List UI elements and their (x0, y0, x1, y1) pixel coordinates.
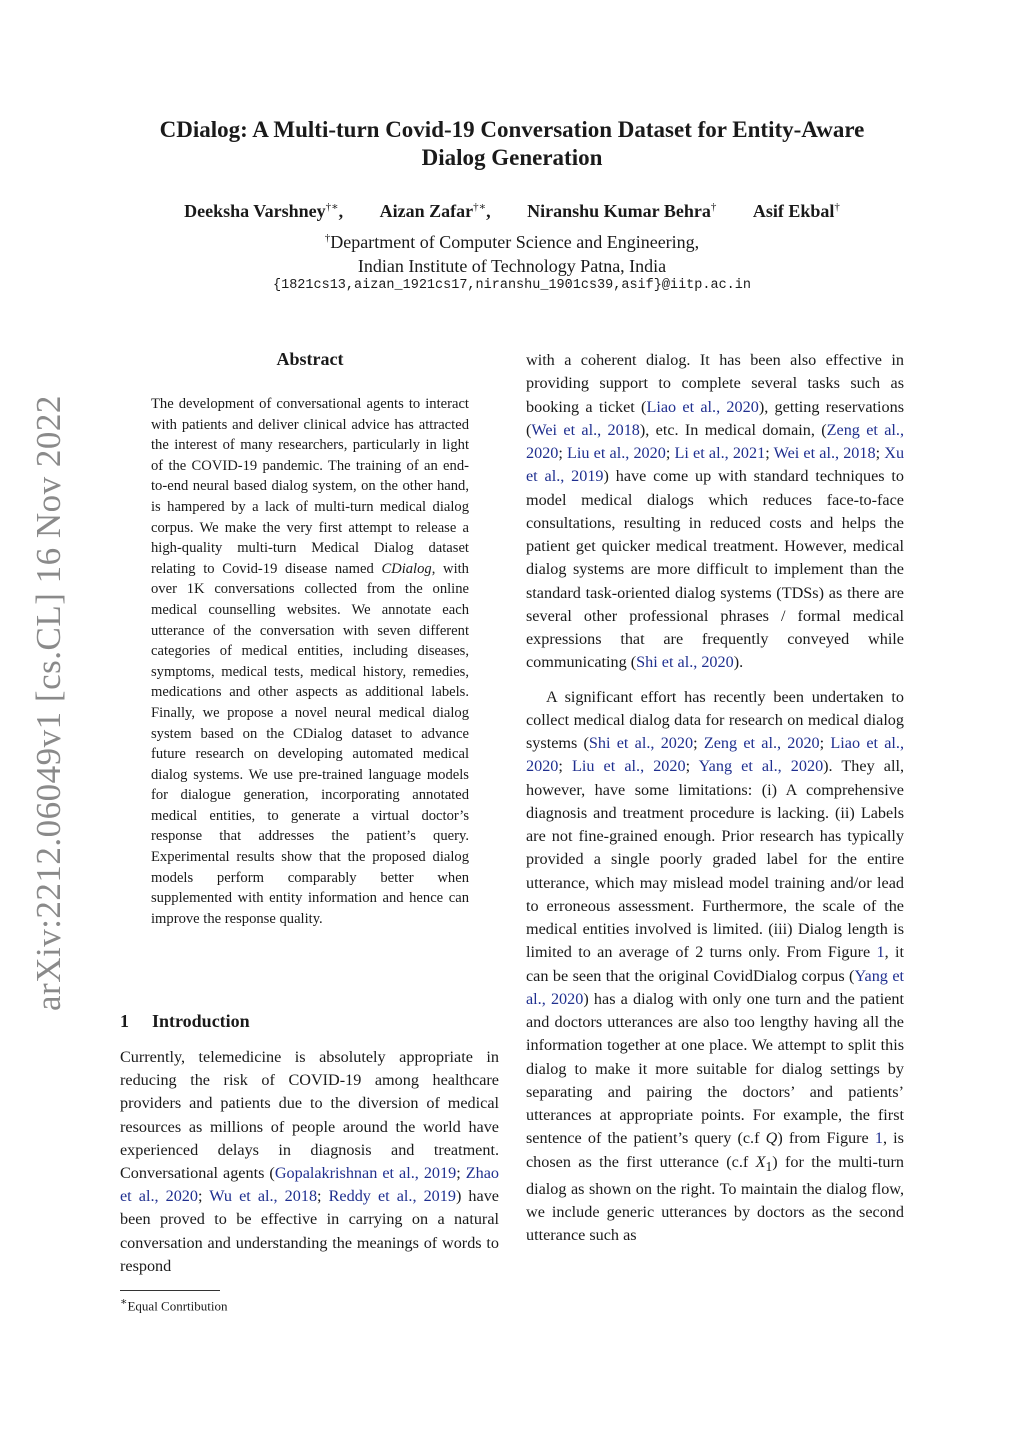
citation-link[interactable]: Zeng et al., 2020 (703, 734, 820, 752)
math-symbol: X (755, 1152, 766, 1171)
author: Asif Ekbal† (752, 201, 840, 221)
arxiv-stamp: arXiv:2212.06049v1 [cs.CL] 16 Nov 2022 (29, 395, 68, 1011)
paragraph: with a coherent dialog. It has been also effective in providing support to complete several tasks such as booking a ticket (Liao et al., 2020), getting reservations (Wei et al., 2018), etc. In medical domain, (Zeng et al., 2020; Liu et al., 2020; Li et al., 2021; Wei et al., 2018; Xu et al., 2019) have come up with standard techniques to model medical dialogs which reduces face-to-face consultations, resulting in reduced costs and helps the patient get quicker medical treatment. However, medical dialog systems are more difficult to implement than the standard task-oriented dialog systems (TDSs) as there are several other professional phrases / formal medical expressions that are frequently conveyed while communicating (Shi et al., 2020). (526, 351, 905, 672)
citation-link[interactable]: Shi et al., 2020 (636, 653, 734, 672)
citation-link[interactable]: Liao et al., 2020 (526, 734, 905, 776)
citation-link[interactable]: Zeng et al., 2020 (526, 420, 905, 462)
dataset-name: CDialog (381, 560, 432, 577)
author-emails: {1821cs13,aizan_1921cs17,niranshu_1901cs39,asif}@iitp.ac.in (273, 278, 751, 293)
abstract-body: The development of conversational agents to interact with patients and deliver clinical advice has attracted the interest of many researchers, particularly in light of the COVID-19 pandemic. The training of an end-to-end neural based dialog system, on the other hand, is hampered by a lack of multi-turn medical dialog corpus. We make the very first attempt to release a high-quality multi-turn Medical Dialog dataset relating to Covid-19 disease named CDialog, with over 1K conversations collected from the online medical counselling websites. We annotate each utterance of the conversation with seven different categories of medical entities, including diseases, symptoms, medical tests, medical history, remedies, medications and other aspects as additional labels. Finally, we propose a novel neural medical dialog system based on the CDialog dataset to advance future research on developing automated medical dialog systems. We use pre-trained language models for dialogue generation, incorporating annotated medical entities, to generate a virtual doctor’s response that addresses the patient’s query. Experimental results show that the proposed dialog models perform comparably better when supplemented with entity information and hence can improve the response quality. (151, 396, 469, 927)
paragraph: Currently, telemedicine is absolutely appropriate in reducing the risk of COVID-19 among healthcare providers and patients due to the diversion of medical resources as millions of people around the world have experienced delays in diagnosis and treatment. Conversational agents (Gopalakrishnan et al., 2019; Zhao et al., 2020; Wu et al., 2018; Reddy et al., 2019) have been proved to be effective in carrying on a natural conversation and understanding the meanings of words to respond (120, 1048, 500, 1275)
citation-link[interactable]: Reddy et al., 2019 (328, 1187, 456, 1206)
footnote-rule (120, 1290, 220, 1291)
affiliation-line-2: Indian Institute of Technology Patna, India (357, 256, 667, 276)
paper-title (0, 116, 1024, 172)
math-subscript: 1 (765, 1158, 773, 1174)
figure-link[interactable]: 1 (876, 943, 885, 962)
citation-link[interactable]: Wei et al., 2018 (773, 444, 876, 462)
abstract-heading: Abstract (276, 349, 344, 369)
affiliation-mark: † (324, 232, 331, 244)
author: Niranshu Kumar Behra† (527, 201, 717, 221)
affiliation (0, 226, 1024, 278)
section-heading-introduction: 1 Introduction (120, 1011, 250, 1031)
citation-link[interactable]: Li et al., 2021 (674, 444, 766, 462)
citation-link[interactable]: Wu et al., 2018 (209, 1187, 318, 1206)
math-symbol: Q (765, 1129, 778, 1148)
citation-link[interactable]: Zhao et al., 2020 (120, 1164, 500, 1206)
citation-link[interactable]: Yang et al., 2020 (698, 757, 824, 776)
author: Aizan Zafar†∗, (379, 201, 491, 221)
citation-link[interactable]: Wei et al., 2018 (531, 420, 640, 439)
paragraph: A significant effort has recently been undertaken to collect medical dialog data for research on medical dialog systems (Shi et al., 2020; Zeng et al., 2020; Liao et al., 2020; Liu et al., 2020; Yang et al., 2020). They all, however, have some limitations: (i) A comprehensive diagnosis and treatment procedure is lacking. (ii) Labels are not fine-grained enough. Prior research has typically provided a single poorly graded label for the entire utterance, which may mislead model training and/or lead to erroneous assessment. Furthermore, the scale of the medical entities involved is limited. (iii) Dialog length is limited to an average of 2 turns only. From Figure 1, it can be seen that the original CovidDialog corpus (Yang et al., 2020) has a dialog with only one turn and the patient and doctors utterances are also too lengthy having all the information together at one place. We attempt to split this dialog to make it more suitable for dialog settings by separating and pairing the doctors’ and patients’ utterances at appropriate points. For example, the first sentence of the patient’s query (c.f Q) from Figure 1, is chosen as the first utterance (c.f $X_1$) for the multi-turn dialog as shown on the right. To maintain the dialog flow, we include generic utterances by doctors as the second utterance such as (526, 687, 905, 1245)
introduction-right-column (526, 349, 904, 1248)
paper-title-line-1: CDialog: A Multi-turn Covid-19 Conversation Dataset for Entity-Aware (159, 117, 865, 142)
author-list (0, 200, 1024, 222)
author: Deeksha Varshney†∗, (184, 201, 344, 221)
citation-link[interactable]: Yang et al., 2020 (526, 966, 904, 1008)
figure-link[interactable]: 1 (874, 1129, 883, 1148)
paper-title-line-2: Dialog Generation (421, 145, 603, 170)
citation-link[interactable]: Shi et al., 2020 (588, 734, 694, 752)
citation-link[interactable]: Liu et al., 2020 (571, 757, 686, 776)
citation-link[interactable]: Xu et al., 2019 (526, 444, 905, 486)
citation-link[interactable]: Liu et al., 2020 (567, 444, 666, 462)
introduction-left-column (120, 1046, 499, 1278)
citation-link[interactable]: Gopalakrishnan et al., 2019 (274, 1164, 457, 1183)
affiliation-line-1: Department of Computer Science and Engineering, (330, 232, 700, 252)
citation-link[interactable]: Liao et al., 2020 (646, 397, 759, 416)
footnote: ∗Equal Conrtibution (120, 1296, 228, 1314)
